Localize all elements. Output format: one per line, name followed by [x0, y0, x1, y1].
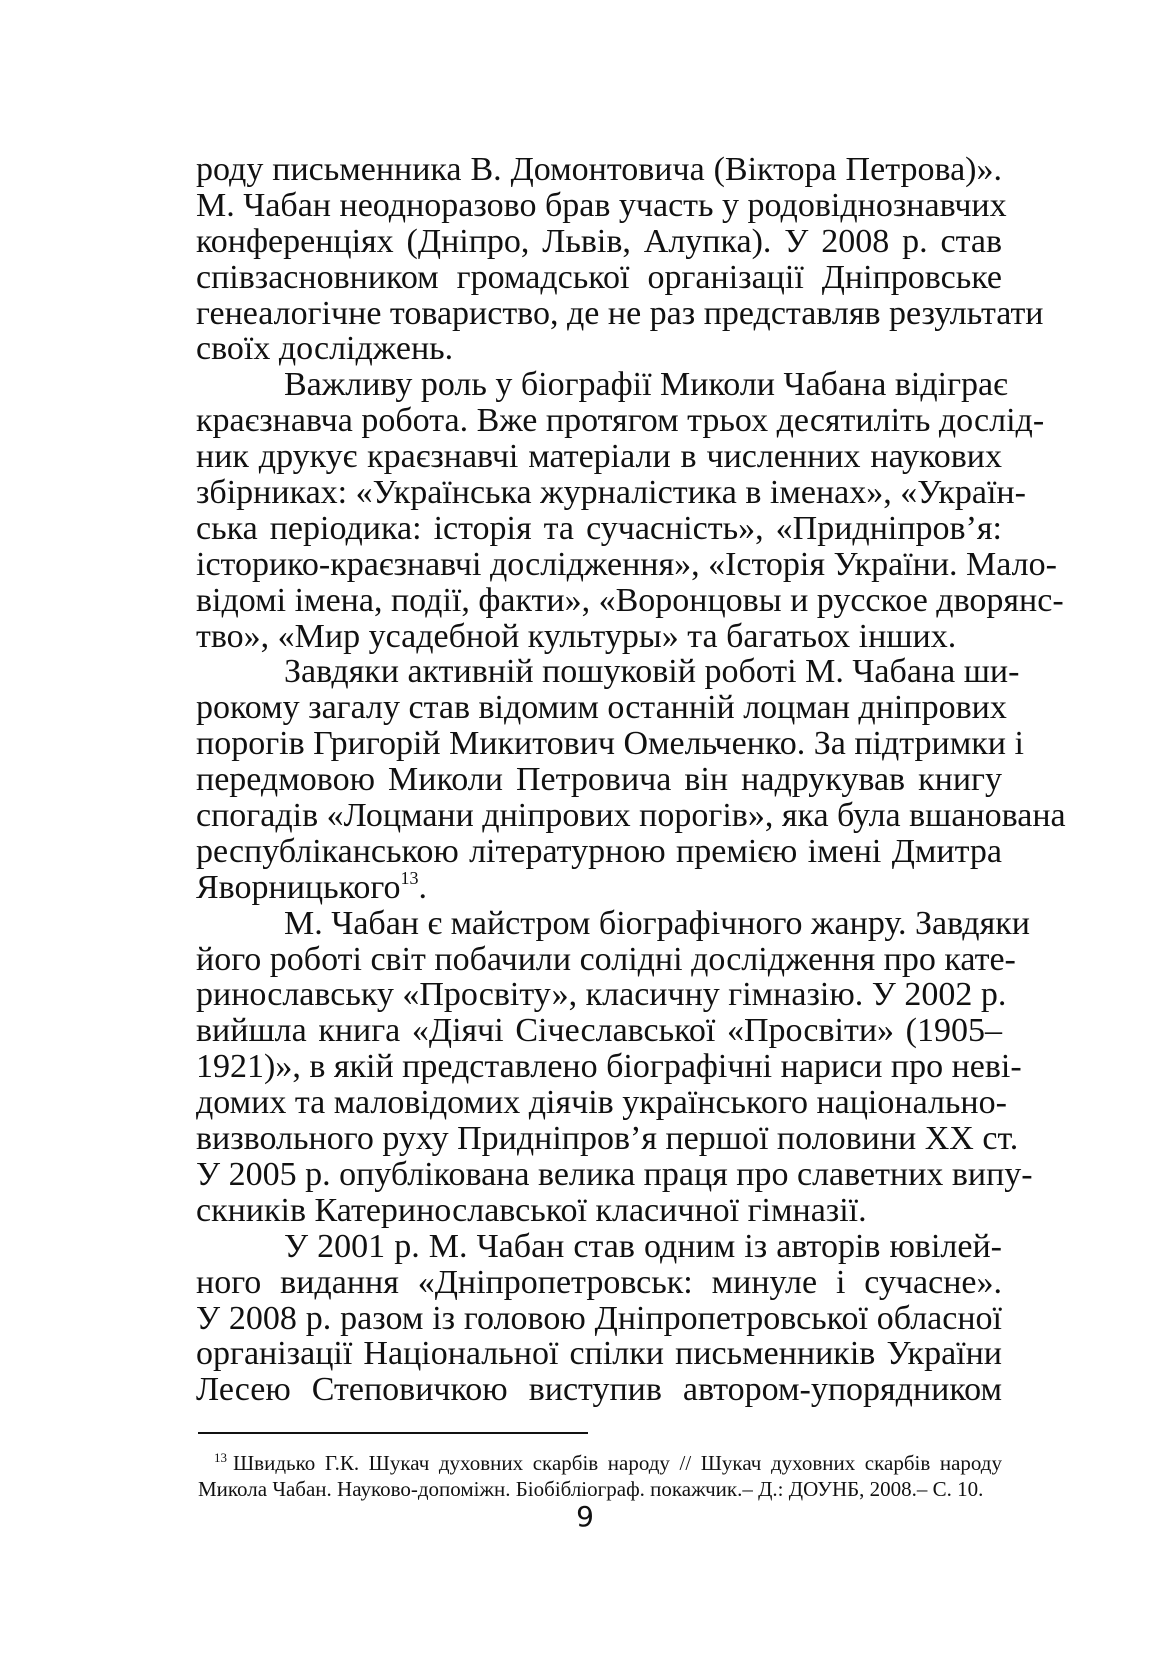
- text-line-content: Яворницького: [196, 868, 401, 906]
- text-line-content: визвольного руху Придніпров’я першої половини ХХ ст.: [196, 1120, 1019, 1158]
- text-line: [196, 976, 1007, 1014]
- text-line: [196, 1372, 1002, 1408]
- text-line: [196, 402, 1045, 440]
- footnote-separator: [198, 1432, 588, 1434]
- text-line: [196, 1084, 1007, 1122]
- text-line-content: відомі імена, події, факти», «Воронцовы и русское дворянс-: [196, 581, 1064, 619]
- main-text: [196, 151, 1066, 1409]
- text-line-content: краєзнавча робота. Вже протягом трьох десятиліть дослід-: [196, 402, 1045, 440]
- text-line-content: порогів Григорій Микитович Омельченко. За підтримки і: [196, 725, 1024, 763]
- text-line: [196, 689, 1007, 727]
- text-line-content: скників Катеринославської класичної гімназії.: [196, 1191, 867, 1229]
- footnote-line: Микола Чабан. Науково-допоміжн. Біобібліограф. покажчик.– Д.: ДОУНБ, 2008.– С. 10.: [198, 1477, 984, 1501]
- text-line-tail: .: [418, 868, 427, 906]
- text-line-content: М. Чабан неодноразово брав участь у родовіднознавчих: [196, 186, 1007, 224]
- text-line: [196, 867, 1002, 906]
- text-line-content: ринославську «Просвіту», класичну гімназію. У 2002 р.: [196, 976, 1007, 1014]
- text-line: [196, 904, 1030, 942]
- text-line: [196, 260, 1002, 296]
- footnote-text: Швидько Г.К. Шукач духовних скарбів народу // Шукач духовних скарбів народу: [233, 1451, 1002, 1475]
- text-line: [196, 940, 1016, 978]
- text-line: [196, 294, 1044, 332]
- text-line: [196, 331, 1002, 367]
- text-line: [196, 224, 1002, 260]
- text-line-content: передмовою Миколи Петровича він надрукував книгу: [196, 761, 1002, 799]
- text-line-content: У 2005 р. опублікована велика праця про славетних випу-: [196, 1155, 1033, 1193]
- text-line-content: конференціях (Дніпро, Львів, Алупка). У 2008 р. став: [196, 222, 1002, 260]
- text-line-content: організації Національної спілки письменників України: [196, 1335, 1002, 1373]
- text-line: [196, 1229, 1002, 1265]
- text-line: [196, 1013, 1002, 1049]
- text-line: [196, 1155, 1033, 1193]
- text-line-content: вийшла книга «Діячі Січеславської «Просвіти» (1905–: [196, 1012, 1002, 1050]
- text-line-content: співзасновником громадської організації Дніпровське: [196, 258, 1002, 296]
- text-line-content: Лесею Степовичкою виступив автором-упорядником: [196, 1371, 1002, 1409]
- text-line-content: У 2001 р. М. Чабан став одним із авторів ювілей-: [284, 1227, 1002, 1265]
- text-line: [196, 619, 1002, 655]
- text-line: [196, 366, 1008, 404]
- text-line-content: спогадів «Лоцмани дніпрових порогів», яка була вшанована: [196, 797, 1066, 835]
- text-line-content: тво», «Мир усадебной культуры» та багатьох інших.: [196, 617, 957, 655]
- text-line: [196, 1265, 1002, 1301]
- text-line: [196, 653, 1020, 691]
- text-line-content: ська періодика: історія та сучасність», «Придніпров’я:: [196, 509, 1002, 547]
- text-line: [196, 834, 1002, 870]
- text-line: [196, 1301, 1002, 1337]
- text-line: [196, 439, 1002, 475]
- text-line: [196, 762, 1002, 798]
- text-line-content: історико-краєзнавчі дослідження», «Історія України. Мало-: [196, 545, 1057, 583]
- text-line: [196, 474, 1026, 512]
- text-line: [196, 581, 1064, 619]
- text-line-content: республіканською літературною премією імені Дмитра: [196, 832, 1002, 870]
- text-line-content: Завдяки активній пошуковій роботі М. Чабана ши-: [284, 653, 1020, 691]
- text-line-content: збірниках: «Українська журналістика в іменах», «Україн-: [196, 474, 1026, 512]
- text-line-content: роду письменника В. Домонтовича (Віктора Петрова)».: [196, 151, 1002, 188]
- text-line: [196, 1336, 1002, 1372]
- text-line-content: ного видання «Дніпропетровськ: минуле і сучасне».: [196, 1263, 1002, 1301]
- text-line: [196, 511, 1002, 547]
- text-line-content: його роботі світ побачили солідні дослідження про кате-: [196, 940, 1016, 978]
- text-line: [196, 1048, 1022, 1086]
- text-line: [196, 1193, 1002, 1229]
- footnote-number: 13: [214, 1450, 227, 1465]
- text-line: [196, 797, 1066, 835]
- text-line: [196, 545, 1057, 583]
- text-line: [196, 1120, 1019, 1158]
- text-line-content: ник друкує краєзнавчі матеріали в численних наукових: [196, 438, 1002, 476]
- footnote-line: [214, 1450, 1002, 1476]
- text-line-content: Важливу роль у біографії Миколи Чабана відіграє: [284, 366, 1008, 404]
- footnote: [198, 1450, 1002, 1502]
- footnote-reference: 13: [400, 867, 419, 888]
- text-line-content: 1921)», в якій представлено біографічні нариси про неві-: [196, 1048, 1022, 1086]
- text-line-content: своїх досліджень.: [196, 330, 454, 368]
- text-line: [196, 152, 1002, 188]
- text-line-content: М. Чабан є майстром біографічного жанру. Завдяки: [284, 904, 1030, 942]
- text-line-content: домих та маловідомих діячів українського національно-: [196, 1084, 1007, 1122]
- text-line: [196, 186, 1007, 224]
- text-line-content: У 2008 р. разом із головою Дніпропетровської обласної: [196, 1299, 1002, 1337]
- page-number: 9: [576, 1500, 594, 1533]
- text-line: [196, 725, 1024, 763]
- text-line-content: генеалогічне товариство, де не раз представляв результати: [196, 294, 1044, 332]
- text-line-content: рокому загалу став відомим останній лоцман дніпрових: [196, 689, 1007, 727]
